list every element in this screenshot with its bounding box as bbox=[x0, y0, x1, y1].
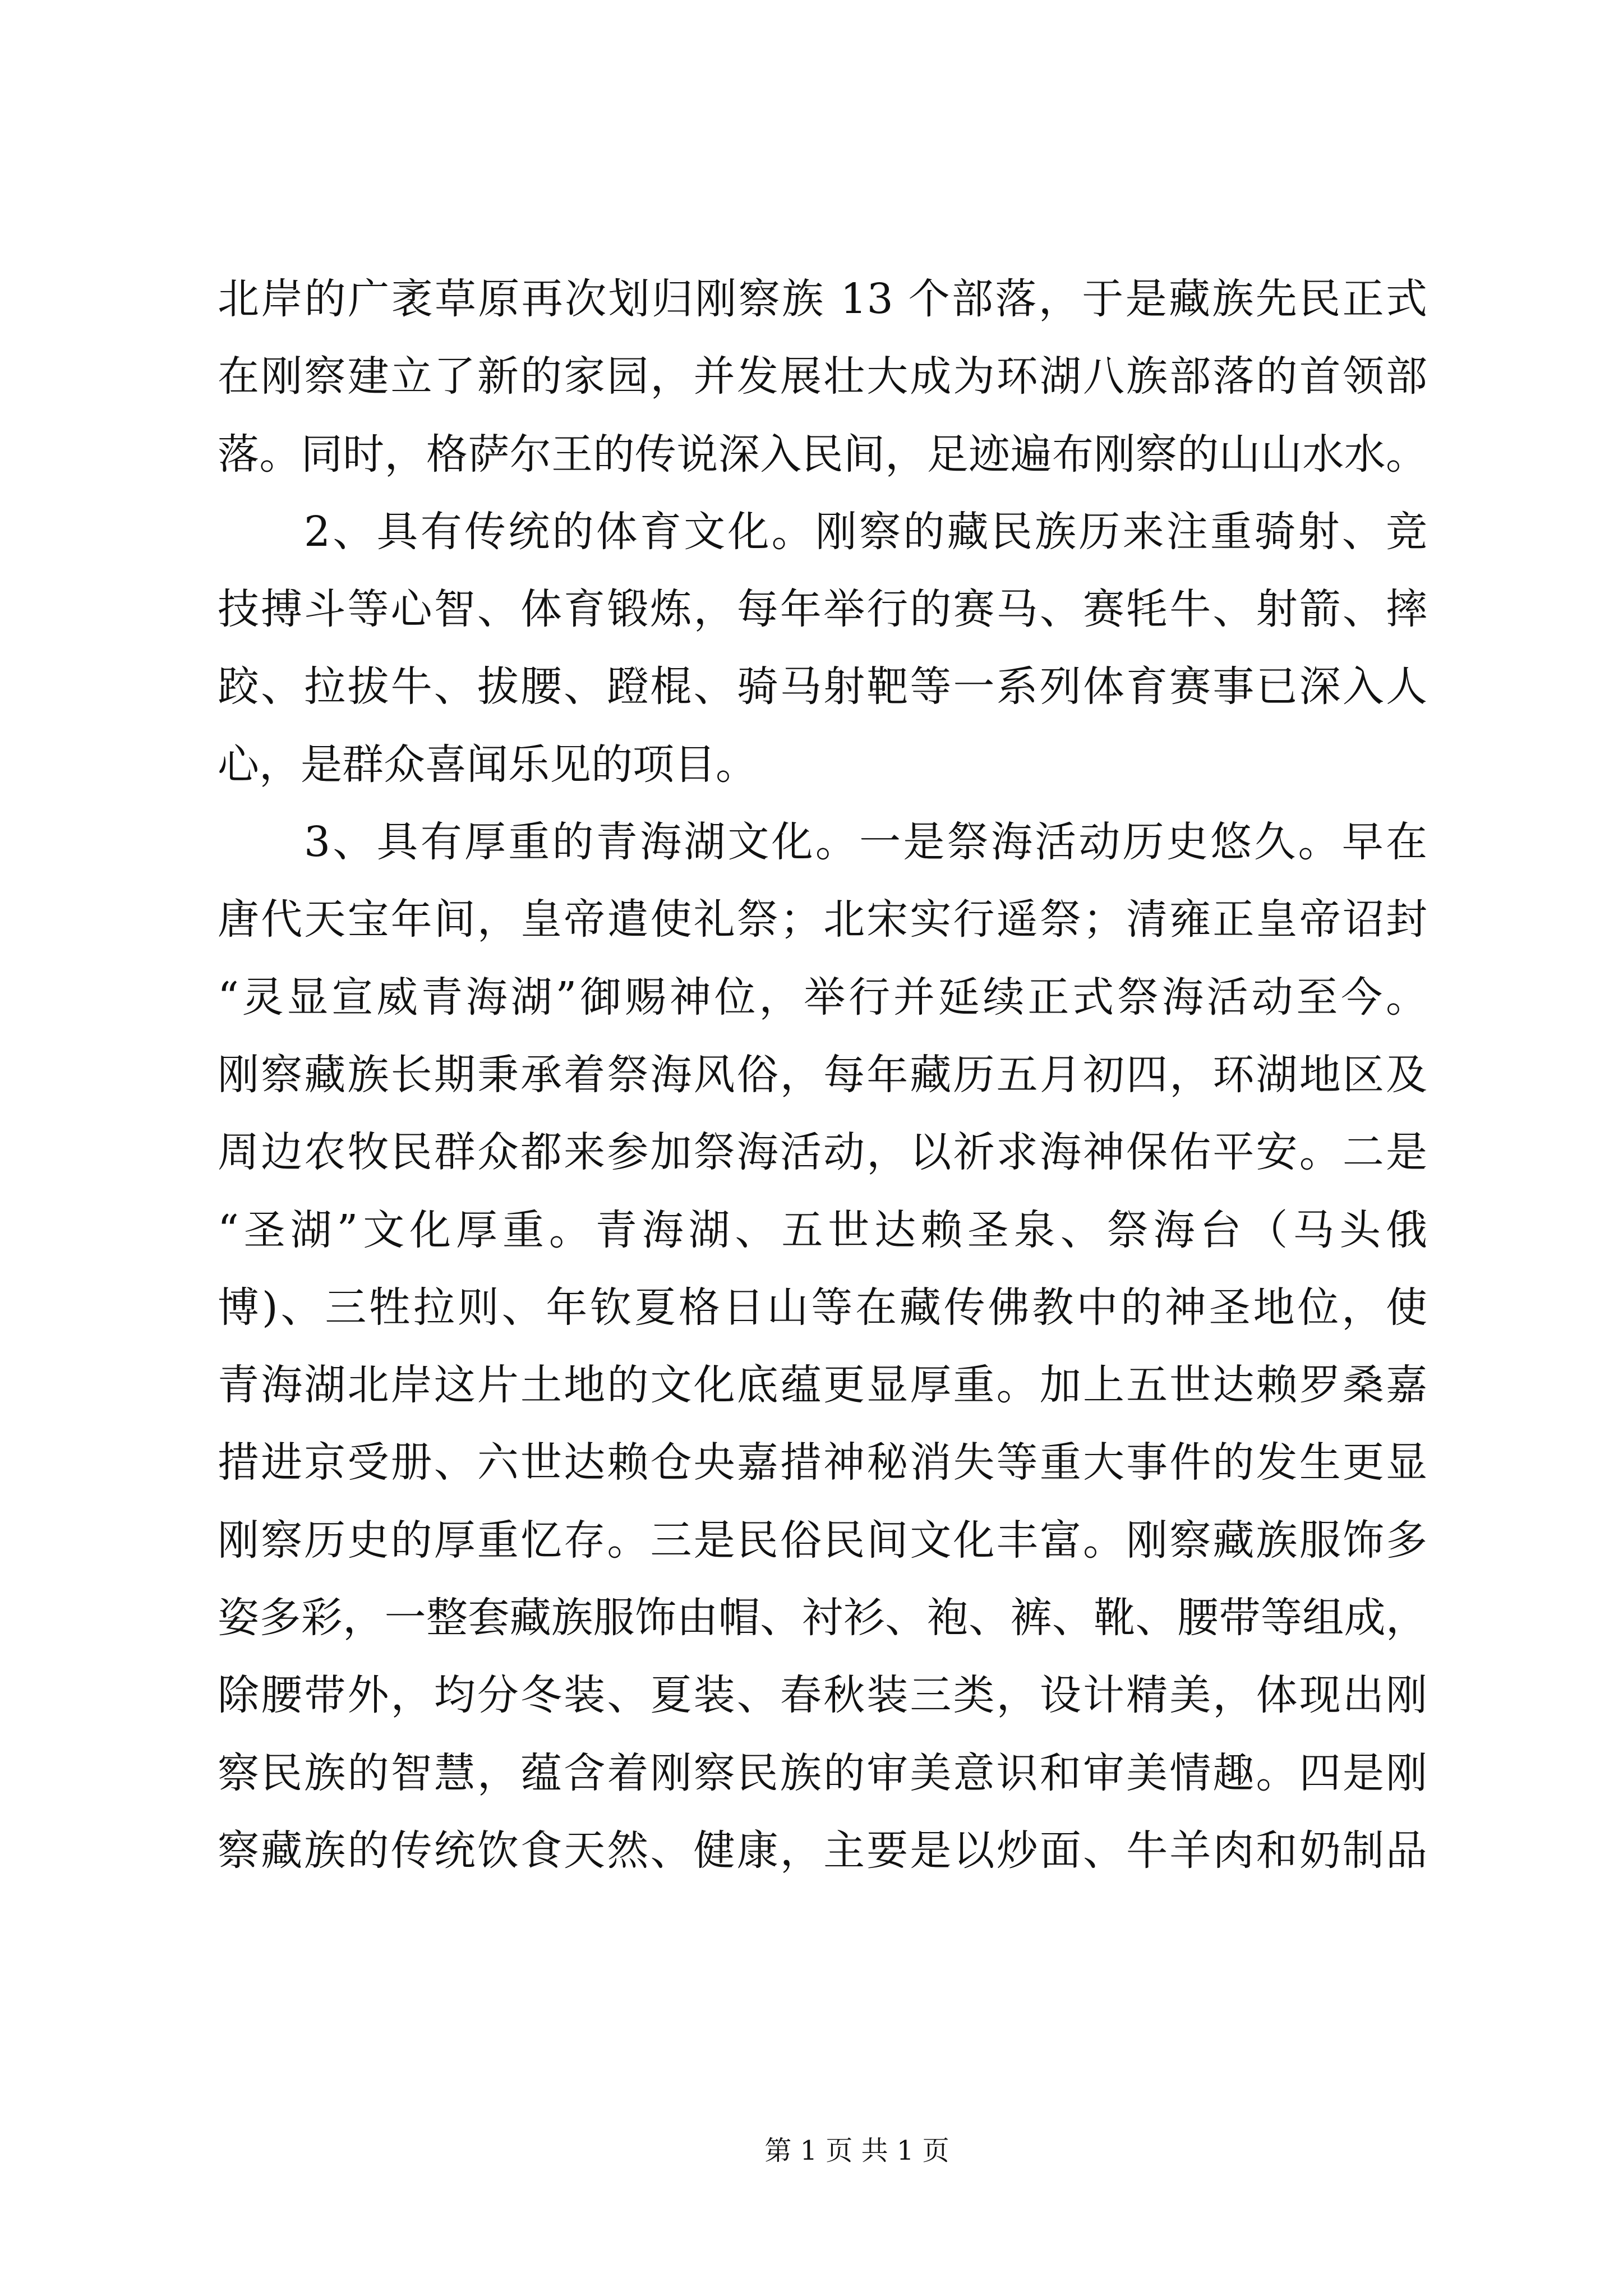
text-line: 察藏族的传统饮食天然、健康，主要是以炒面、牛羊肉和奶制品 bbox=[218, 1826, 1427, 1875]
text-line: 2、具有传统的体育文化。刚察的藏民族历来注重骑射、竞 bbox=[304, 507, 1427, 556]
text-line: 唐代天宝年间，皇帝遣使礼祭；北宋实行遥祭；清雍正皇帝诏封 bbox=[218, 895, 1427, 944]
paragraph-sports-culture bbox=[218, 493, 1427, 803]
text-line: 除腰带外，均分冬装、夏装、春秋装三类，设计精美，体现出刚 bbox=[218, 1671, 1427, 1720]
text-line: 青海湖北岸这片土地的文化底蕴更显厚重。加上五世达赖罗桑嘉 bbox=[218, 1361, 1427, 1410]
text-line: 刚察历史的厚重忆存。三是民俗民间文化丰富。刚察藏族服饰多 bbox=[218, 1516, 1427, 1565]
text-line: 跤、拉拔牛、拔腰、蹬棍、骑马射靶等一系列体育赛事已深入人 bbox=[218, 662, 1427, 711]
text-line: 刚察藏族长期秉承着祭海风俗，每年藏历五月初四，环湖地区及 bbox=[218, 1050, 1427, 1099]
text-line: 落。同时，格萨尔王的传说深入民间，足迹遍布刚察的山山水水。 bbox=[218, 430, 1427, 478]
text-line: “圣湖”文化厚重。青海湖、五世达赖圣泉、祭海台（马头俄 bbox=[218, 1205, 1427, 1254]
text-line: 措进京受册、六世达赖仓央嘉措神秘消失等重大事件的发生更显 bbox=[218, 1438, 1427, 1487]
text-line: 察民族的智慧，蕴含着刚察民族的审美意识和审美情趣。四是刚 bbox=[218, 1749, 1427, 1797]
document-body bbox=[218, 260, 1427, 1889]
text-line: 周边农牧民群众都来参加祭海活动，以祈求海神保佑平安。二是 bbox=[218, 1128, 1427, 1177]
text-line: 北岸的广袤草原再次划归刚察族 13 个部落，于是藏族先民正式 bbox=[218, 275, 1427, 323]
text-line: 3、具有厚重的青海湖文化。一是祭海活动历史悠久。早在 bbox=[304, 818, 1427, 867]
text-line: 姿多彩，一整套藏族服饰由帽、衬衫、袍、裤、靴、腰带等组成， bbox=[218, 1594, 1427, 1642]
page-footer: 第 1 页 共 1 页 bbox=[764, 2135, 949, 2166]
paragraph-qinghai-lake-culture bbox=[218, 803, 1427, 1889]
paragraph-continuation bbox=[218, 260, 1427, 493]
text-line: 心，是群众喜闻乐见的项目。 bbox=[218, 740, 757, 789]
text-line: 博)、三牲拉则、年钦夏格日山等在藏传佛教中的神圣地位，使 bbox=[218, 1283, 1427, 1332]
text-line: 在刚察建立了新的家园，并发展壮大成为环湖八族部落的首领部 bbox=[218, 352, 1427, 401]
text-line: 技搏斗等心智、体育锻炼，每年举行的赛马、赛牦牛、射箭、摔 bbox=[218, 585, 1427, 634]
text-line: “灵显宣威青海湖”御赐神位，举行并延续正式祭海活动至今。 bbox=[218, 973, 1427, 1022]
